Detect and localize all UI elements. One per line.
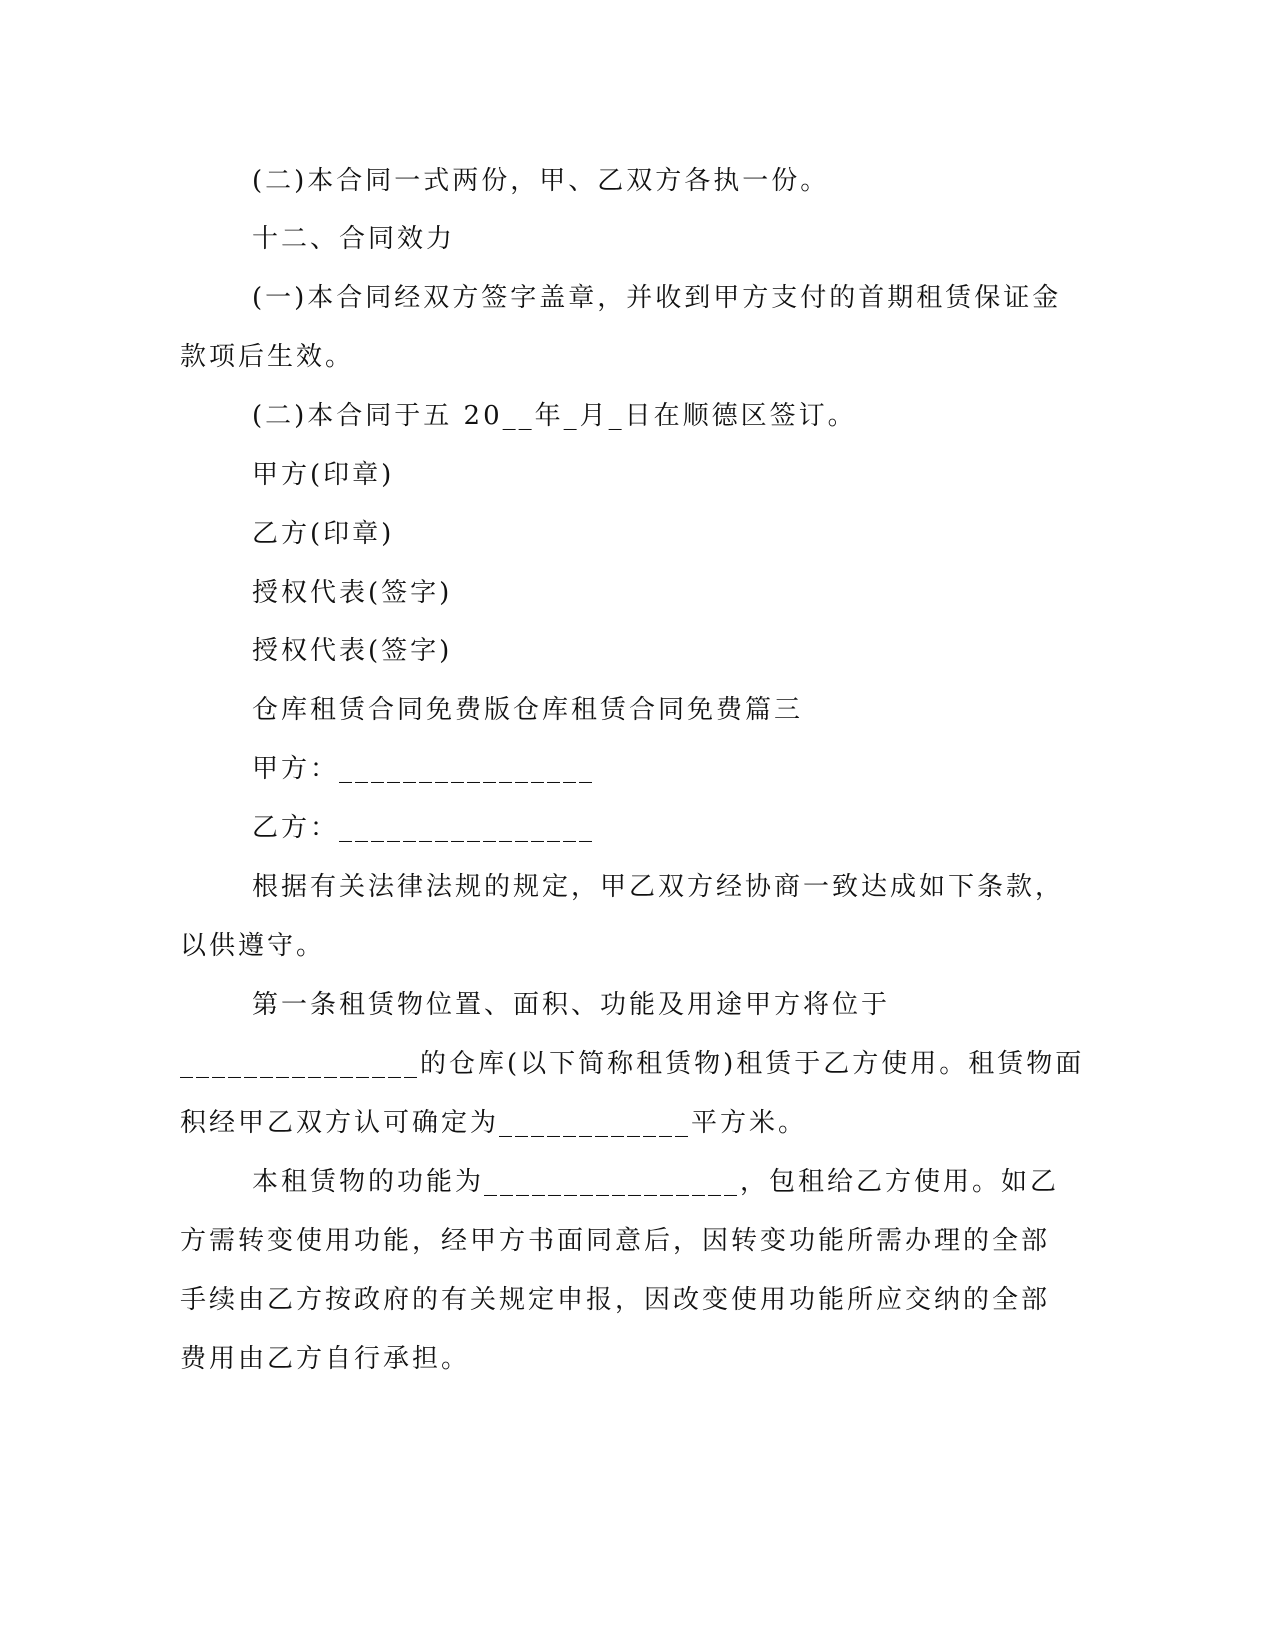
paragraph-line: 根据有关法律法规的规定，甲乙双方经协商一致达成如下条款， [252,872,1065,902]
paragraph-line: 手续由乙方按政府的有关规定申报，因改变使用功能所应交纳的全部 [180,1285,1051,1315]
party-a-line: 甲方：________________ [252,754,596,784]
section-heading: 十二、合同效力 [252,224,456,254]
paragraph-line: 积经甲乙双方认可确定为____________平方米。 [180,1108,808,1138]
party-a-seal-label: 甲方(印章) [252,460,395,490]
paragraph-line: (二)本合同于五 20__年_月_日在顺德区签订。 [252,401,857,431]
representative-signature-label: 授权代表(签字) [252,578,453,608]
paragraph-line: 以供遵守。 [180,931,326,961]
paragraph-line: 方需转变使用功能，经甲方书面同意后，因转变功能所需办理的全部 [180,1226,1051,1256]
paragraph-line: 费用由乙方自行承担。 [180,1344,471,1374]
party-b-seal-label: 乙方(印章) [252,519,395,549]
paragraph-line: (二)本合同一式两份，甲、乙双方各执一份。 [252,166,830,196]
paragraph-line: (一)本合同经双方签字盖章，并收到甲方支付的首期租赁保证金 [252,283,1062,313]
paragraph-line: 第一条租赁物位置、面积、功能及用途甲方将位于 [252,990,891,1020]
section-title: 仓库租赁合同免费版仓库租赁合同免费篇三 [252,695,804,725]
representative-signature-label: 授权代表(签字) [252,636,453,666]
paragraph-line: 款项后生效。 [180,342,355,372]
paragraph-line: 本租赁物的功能为________________，包租给乙方使用。如乙 [252,1167,1060,1197]
paragraph-line: _______________的仓库(以下简称租赁物)租赁于乙方使用。租赁物面 [180,1049,1085,1079]
party-b-line: 乙方：________________ [252,813,596,843]
